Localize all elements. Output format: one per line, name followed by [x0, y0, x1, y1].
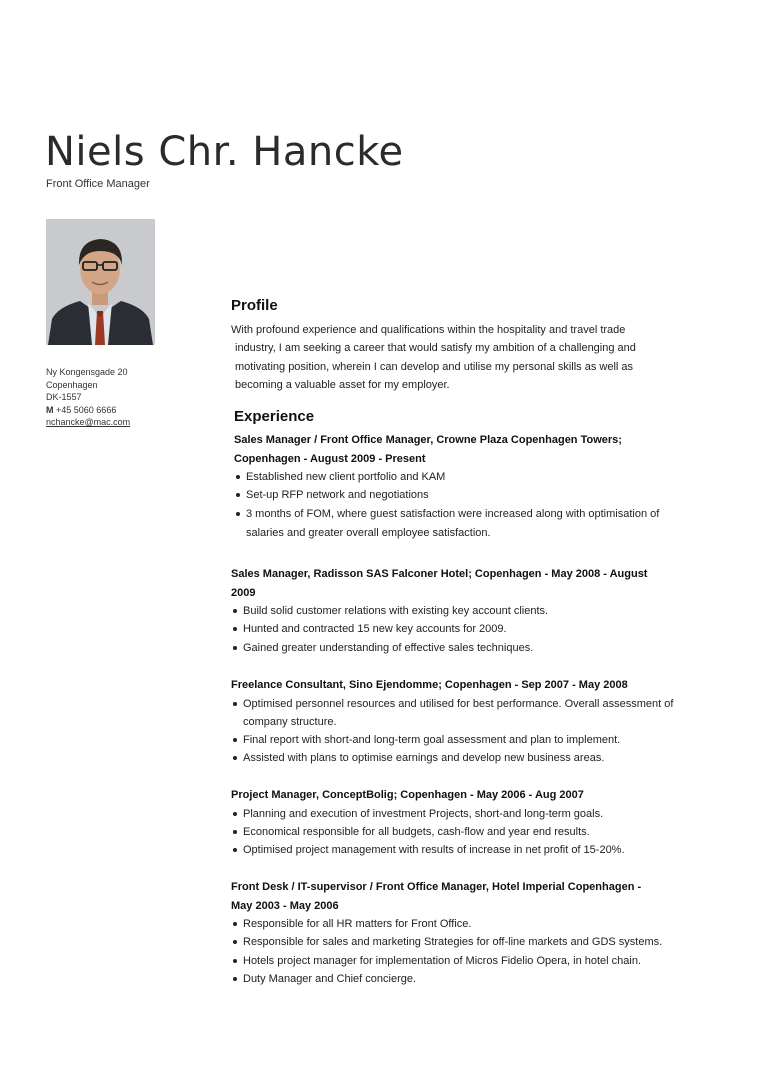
list-item: Economical responsible for all budgets, cash-flow and year end results.	[231, 823, 676, 841]
list-item: Optimised project management with results of increase in net profit of 15-20%.	[231, 841, 676, 859]
email-link[interactable]: nchancke@mac.com	[46, 417, 131, 428]
job-title-line: Project Manager, ConceptBolig; Copenhagen - May 2006 - Aug 2007	[231, 789, 584, 801]
job-title	[231, 878, 676, 915]
job-title-line: May 2003 - May 2006	[231, 899, 339, 912]
list-item: Gained greater understanding of effective sales techniques.	[231, 639, 676, 657]
job-title	[234, 431, 674, 468]
list-item: Responsible for all HR matters for Front Office.	[231, 915, 676, 933]
profile-heading: Profile	[231, 297, 278, 314]
job-bullets	[231, 805, 676, 860]
job-bullets	[231, 602, 676, 657]
job-bullets	[234, 468, 674, 544]
job-title-line: Copenhagen - August 2009 - Present	[234, 452, 426, 465]
list-item: Optimised personnel resources and utilised for best performance. Overall assessment of company structure.	[231, 695, 676, 732]
list-item: Responsible for sales and marketing Strategies for off-line markets and GDS systems.	[231, 933, 676, 951]
list-item: Hotels project manager for implementation of Micros Fidelio Opera, in hotel chain.	[231, 952, 676, 970]
profile-line: motivating position, wherein I can develop and utilise my personal skills as well as	[235, 360, 634, 373]
job-title	[231, 565, 676, 602]
list-item: Build solid customer relations with existing key account clients.	[231, 602, 676, 620]
job-entry	[231, 676, 676, 768]
job-title-line: 2009	[231, 586, 256, 599]
contact-block	[46, 366, 130, 429]
address-city: Copenhagen	[46, 379, 98, 390]
mobile-line	[46, 404, 130, 417]
list-item: Assisted with plans to optimise earnings and develop new business areas.	[231, 749, 676, 767]
portrait-image	[46, 219, 155, 345]
job-title: Front Office Manager	[46, 178, 150, 190]
list-item: 3 months of FOM, where guest satisfaction were increased along with optimisation of salaries and greater overall employee satisfaction.	[234, 505, 674, 544]
job-entry	[234, 431, 674, 544]
job-title-line: Sales Manager / Front Office Manager, Crowne Plaza Copenhagen Towers;	[234, 434, 622, 446]
experience-heading: Experience	[234, 408, 315, 425]
mobile-number: +45 5060 6666	[56, 404, 117, 415]
address-postcode: DK-1557	[46, 392, 82, 403]
list-item: Hunted and contracted 15 new key accounts for 2009.	[231, 620, 676, 638]
list-item: Duty Manager and Chief concierge.	[231, 970, 676, 988]
job-title-line: Front Desk / IT-supervisor / Front Office Manager, Hotel Imperial Copenhagen -	[231, 881, 642, 893]
job-title-line: Freelance Consultant, Sino Ejendomme; Copenhagen - Sep 2007 - May 2008	[231, 679, 628, 691]
mobile-label: M	[46, 404, 54, 415]
list-item: Established new client portfolio and KAM	[234, 468, 674, 486]
job-title	[231, 786, 676, 805]
job-entry	[231, 565, 676, 657]
address-street: Ny Kongensgade 20	[46, 367, 128, 377]
candidate-name: Niels Chr. Hancke	[45, 129, 404, 175]
job-entry	[231, 878, 676, 988]
list-item: Planning and execution of investment Projects, short-and long-term goals.	[231, 805, 676, 823]
profile-text	[231, 321, 676, 394]
profile-line: industry, I am seeking a career that would satisfy my ambition of a challenging and	[235, 342, 636, 355]
job-entry	[231, 786, 676, 859]
job-bullets	[231, 695, 676, 768]
list-item: Final report with short-and long-term goal assessment and plan to implement.	[231, 731, 676, 749]
profile-line: With profound experience and qualifications within the hospitality and travel trade	[231, 324, 626, 336]
job-title	[231, 676, 676, 695]
profile-photo	[46, 219, 155, 345]
list-item: Set-up RFP network and negotiations	[234, 486, 674, 504]
profile-line: becoming a valuable asset for my employer.	[235, 378, 450, 391]
job-bullets	[231, 915, 676, 988]
job-title-line: Sales Manager, Radisson SAS Falconer Hotel; Copenhagen - May 2008 - August	[231, 568, 648, 580]
